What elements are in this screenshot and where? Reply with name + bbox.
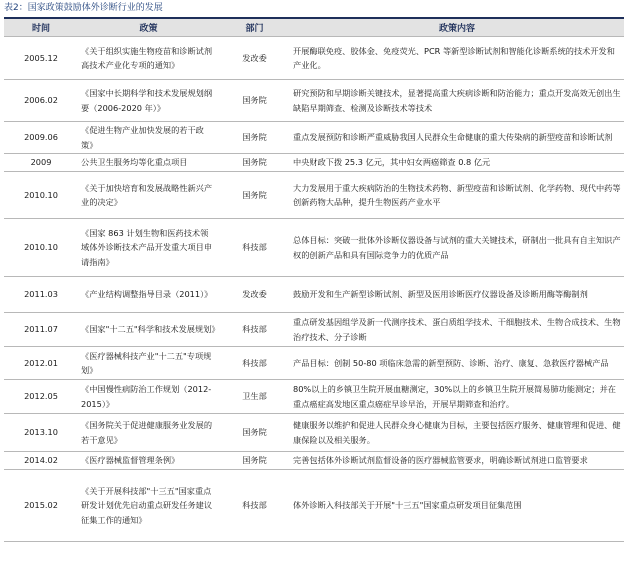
cell-time: 2011.03	[4, 277, 78, 313]
header-content: 政策内容	[290, 19, 624, 37]
policy-table	[4, 19, 624, 542]
cell-dept: 国务院	[219, 122, 290, 154]
cell-content: 体外诊断入科技部关于开展"十三五"国家重点研发项目征集范围	[290, 470, 624, 542]
cell-policy: 《国务院关于促进健康服务业发展的若干意见》	[78, 414, 219, 452]
table-row	[4, 347, 624, 380]
cell-dept: 国务院	[219, 154, 290, 172]
cell-content: 研究预防和早期诊断关键技术，显著提高重大疾病诊断和防治能力；重点开发高效无创出生缺陷早期筛查、检测及诊断技术等技术	[290, 80, 624, 122]
cell-dept: 国务院	[219, 414, 290, 452]
cell-dept: 科技部	[219, 347, 290, 380]
cell-content: 80%以上的乡镇卫生院开展血糖测定，30%以上的乡镇卫生院开展简易肺功能测定；并在重点癌症高发地区重点癌症早诊早治，开展早期筛查和治疗。	[290, 380, 624, 414]
cell-dept: 科技部	[219, 219, 290, 277]
cell-policy: 《国家中长期科学和技术发展规划纲要（2006-2020 年）》	[78, 80, 219, 122]
cell-time: 2006.02	[4, 80, 78, 122]
cell-dept: 国务院	[219, 80, 290, 122]
cell-content: 产品目标：创制 50-80 项临床急需的新型预防、诊断、治疗、康复、急救医疗器械产品	[290, 347, 624, 380]
cell-policy: 《关于组织实施生物疫苗和诊断试剂高技术产业化专项的通知》	[78, 37, 219, 80]
cell-policy: 《关于加快培育和发展战略性新兴产业的决定》	[78, 172, 219, 219]
cell-dept: 卫生部	[219, 380, 290, 414]
table-row	[4, 414, 624, 452]
cell-policy: 《关于开展科技部"十三五"国家重点研发计划优先启动重点研发任务建议征集工作的通知》	[78, 470, 219, 542]
cell-content: 鼓励开发和生产新型诊断试剂、新型及医用诊断医疗仪器设备及诊断用酶等酶制剂	[290, 277, 624, 313]
cell-policy: 《产业结构调整指导目录（2011）》	[78, 277, 219, 313]
cell-time: 2009	[4, 154, 78, 172]
header-policy: 政策	[78, 19, 219, 37]
cell-dept: 科技部	[219, 470, 290, 542]
table-row	[4, 172, 624, 219]
cell-policy: 《医疗器械监督管理条例》	[78, 452, 219, 470]
table-row	[4, 122, 624, 154]
table-row	[4, 37, 624, 80]
table-row	[4, 470, 624, 542]
cell-policy: 《医疗器械科技产业"十二五"专项规划》	[78, 347, 219, 380]
table-header-row	[4, 19, 624, 37]
cell-content: 总体目标：突破一批体外诊断仪器设备与试剂的重大关键技术，研制出一批具有自主知识产权的创新产品和具有国际竞争力的优质产品	[290, 219, 624, 277]
cell-content: 中央财政下拨 25.3 亿元，其中妇女两癌筛查 0.8 亿元	[290, 154, 624, 172]
cell-time: 2010.10	[4, 172, 78, 219]
cell-time: 2012.01	[4, 347, 78, 380]
cell-dept: 国务院	[219, 452, 290, 470]
cell-time: 2005.12	[4, 37, 78, 80]
table-row	[4, 313, 624, 347]
cell-content: 重点研发基因组学及新一代测序技术、蛋白质组学技术、干细胞技术、生物合成技术、生物治疗技术、分子诊断	[290, 313, 624, 347]
cell-content: 开展酶联免疫、胶体金、免疫荧光、PCR 等新型诊断试剂和智能化诊断系统的技术开发和产业化。	[290, 37, 624, 80]
table-row	[4, 452, 624, 470]
cell-content: 大力发展用于重大疾病防治的生物技术药物、新型疫苗和诊断试剂、化学药物、现代中药等创新药物大品种，提升生物医药产业水平	[290, 172, 624, 219]
cell-dept: 发改委	[219, 277, 290, 313]
cell-time: 2013.10	[4, 414, 78, 452]
table-row	[4, 154, 624, 172]
cell-content: 完善包括体外诊断试剂监督设备的医疗器械监管要求，明确诊断试剂进口监管要求	[290, 452, 624, 470]
cell-dept: 科技部	[219, 313, 290, 347]
cell-time: 2011.07	[4, 313, 78, 347]
table-title: 表2：国家政策鼓励体外诊断行业的发展	[4, 3, 163, 13]
cell-dept: 国务院	[219, 172, 290, 219]
table-row	[4, 80, 624, 122]
table-row	[4, 277, 624, 313]
cell-time: 2015.02	[4, 470, 78, 542]
cell-content: 健康服务以维护和促进人民群众身心健康为目标，主要包括医疗服务、健康管理和促进、健康保险以及相关服务。	[290, 414, 624, 452]
cell-time: 2009.06	[4, 122, 78, 154]
cell-content: 重点发展预防和诊断严重威胁我国人民群众生命健康的重大传染病的新型疫苗和诊断试剂	[290, 122, 624, 154]
cell-policy: 《国家 863 计划生物和医药技术领域体外诊断技术产品开发重大项目申请指南》	[78, 219, 219, 277]
cell-time: 2014.02	[4, 452, 78, 470]
cell-policy: 《国家"十二五"科学和技术发展规划》	[78, 313, 219, 347]
table-row	[4, 380, 624, 414]
table-row	[4, 219, 624, 277]
cell-dept: 发改委	[219, 37, 290, 80]
cell-time: 2010.10	[4, 219, 78, 277]
cell-policy: 公共卫生服务均等化重点项目	[78, 154, 219, 172]
header-time: 时间	[4, 19, 78, 37]
cell-policy: 《促进生物产业加快发展的若干政策》	[78, 122, 219, 154]
cell-time: 2012.05	[4, 380, 78, 414]
header-dept: 部门	[219, 19, 290, 37]
cell-policy: 《中国慢性病防治工作规划（2012-2015）》	[78, 380, 219, 414]
